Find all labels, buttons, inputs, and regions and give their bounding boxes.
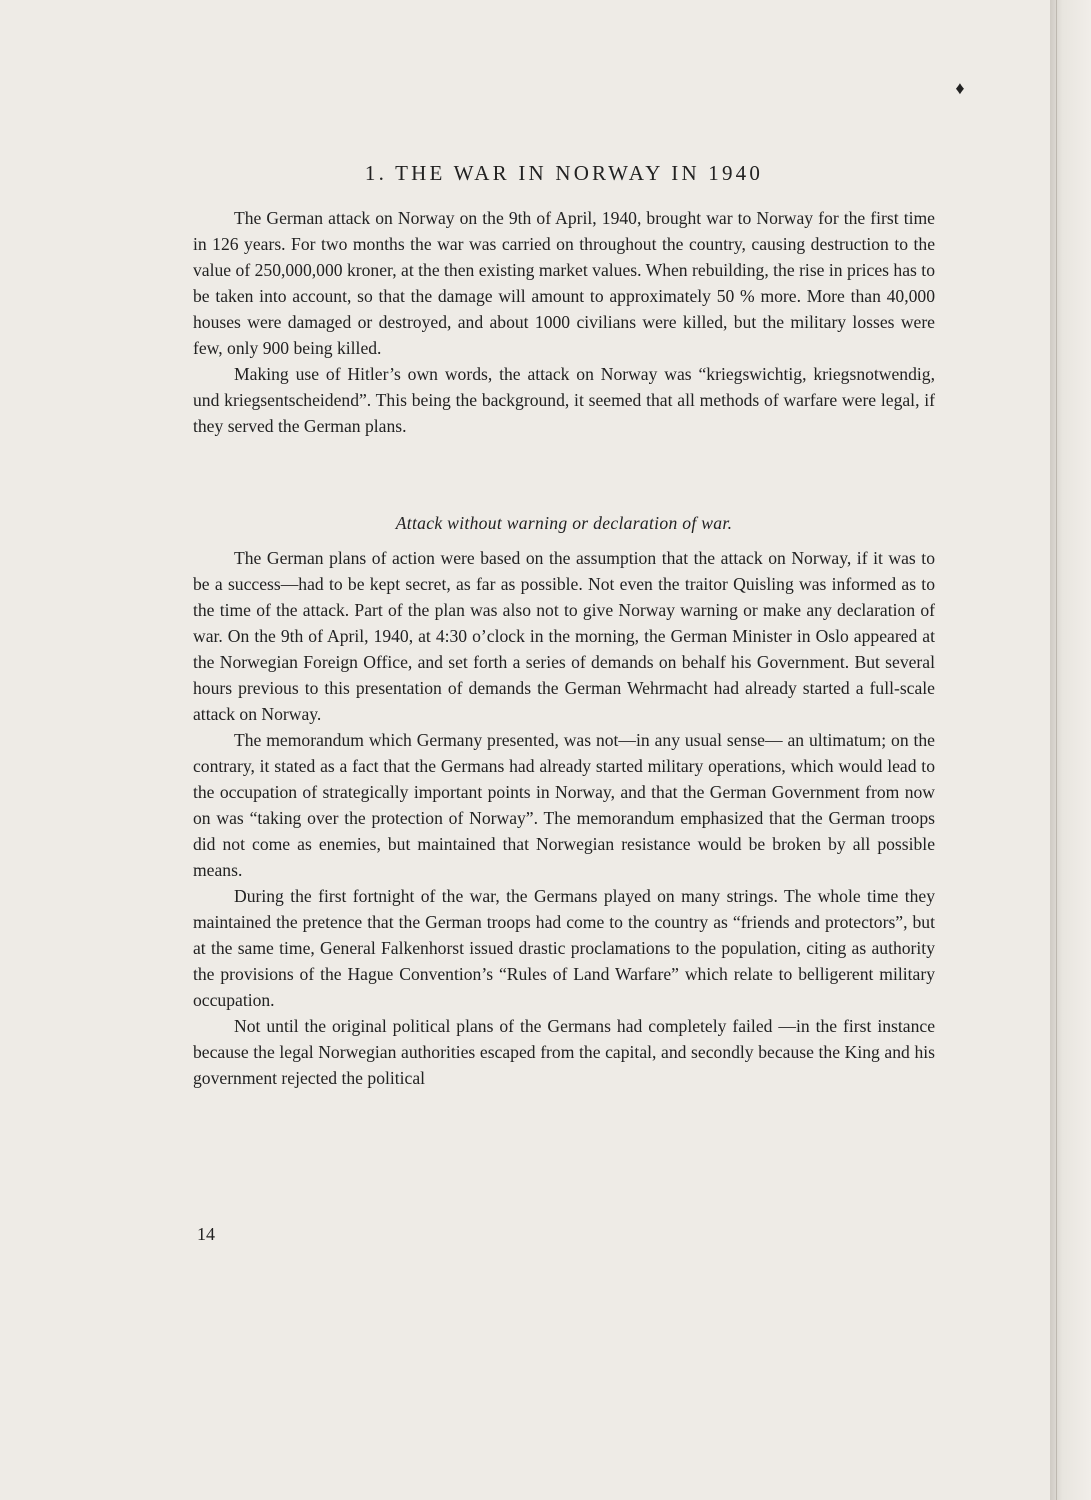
paragraph: The German plans of action were based on the assumption that the attack on Norway, if it was to be a success—had to be kept secret, as far as possible. Not even the traitor Quisling was informed as to the time of the attack. Part of the plan was also not to give Norway warning or make any declaration of war. On the 9th of April, 1940, at 4:30 o’clock in the morning, the German Minister in Oslo appeared at the Norwegian Foreign Office, and set forth a series of demands on behalf his Government. But several hours previous to this presentation of demands the German Wehrmacht had already started a full-scale attack on Norway.	[193, 548, 935, 724]
section-heading: Attack without warning or declaration of war.	[395, 513, 733, 533]
paragraph: Not until the original political plans of the Germans had completely failed —in the first instance because the legal Norwegian authorities escaped from the capital, and secondly because the King and his government rejected the political	[193, 1016, 935, 1088]
paragraph: During the first fortnight of the war, the Germans played on many strings. The whole time they maintained the pretence that the German troops had come to the country as “friends and protectors”, but at the same time, General Falkenhorst issued drastic proclamations to the population, citing as authority the provisions of the Hague Convention’s “Rules of Land Warfare” which relate to belligerent military occupation.	[193, 886, 935, 1010]
chapter-title: 1. THE WAR IN NORWAY IN 1940	[364, 161, 764, 185]
paragraph: The German attack on Norway on the 9th of April, 1940, brought war to Norway for the first time in 126 years. For two months the war was carried on throughout the country, causing destruction to the value of 250,000,000 kroner, at the then existing market values. When rebuilding, the rise in prices has to be taken into account, so that the damage will amount to approximately 50 % more. More than 40,000 houses were damaged or destroyed, and about 1000 civilians were killed, but the military losses were few, only 900 being killed.	[193, 208, 935, 358]
section-text	[193, 545, 935, 1091]
paragraph: Making use of Hitler’s own words, the attack on Norway was “kriegswichtig, kriegsnotwendig, und kriegsentscheidend”. This being the background, it seemed that all methods of warfare were legal, if they served the German plans.	[193, 364, 935, 436]
page-number: 14	[197, 1224, 215, 1244]
diamond-ornament-icon: ♦	[955, 78, 965, 98]
page-edge-line	[1056, 0, 1057, 1500]
intro-text	[193, 205, 935, 439]
paragraph: The memorandum which Germany presented, was not—in any usual sense— an ultimatum; on the contrary, it stated as a fact that the Germans had already started military operations, which would lead to the occupation of strategically important points in Norway, and that the German Government from now on was “taking over the protection of Norway”. The memorandum emphasized that the German troops did not come as enemies, but maintained that Norwegian resistance would be broken by all possible means.	[193, 730, 935, 880]
